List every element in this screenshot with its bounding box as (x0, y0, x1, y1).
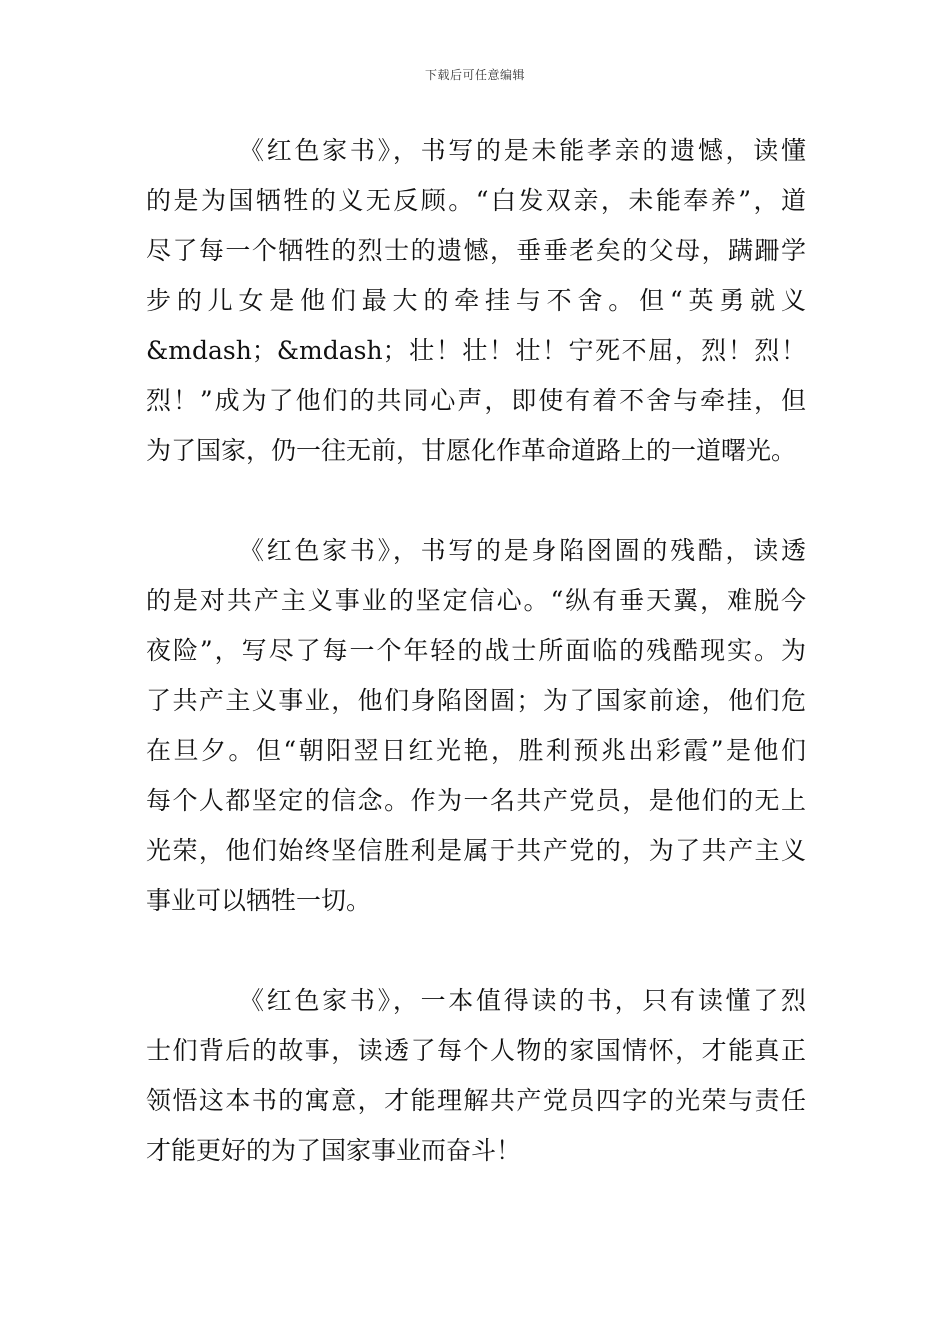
paragraph-line: 《红色家书》，书写的是未能孝亲的遗憾，读懂 (239, 136, 806, 165)
paragraph-line: 了共产主义事业，他们身陷囹圄；为了国家前途，他们危 (146, 686, 806, 715)
paragraph-line: 的是对共产主义事业的坚定信心。“纵有垂天翼，难脱今 (146, 586, 806, 615)
paragraph-line: 事业可以牺牲一切。 (146, 886, 372, 915)
paragraph-1 (146, 126, 806, 476)
paragraph-line: 烈！”成为了他们的共同心声，即使有着不舍与牵挂，但 (146, 386, 806, 415)
paragraph-line: 士们背后的故事，读透了每个人物的家国情怀，才能真正 (146, 1036, 806, 1065)
document-body (146, 126, 806, 1226)
paragraph-line: 步的儿女是他们最大的牵挂与不舍。但“英勇就义 (146, 286, 806, 315)
paragraph-2 (146, 526, 806, 926)
paragraph-line: 领悟这本书的寓意，才能理解共产党员四字的光荣与责任 (146, 1086, 806, 1115)
paragraph-line: &mdash；&mdash；壮！壮！壮！宁死不屈，烈！烈！ (146, 336, 806, 365)
paragraph-line: 尽了每一个牺牲的烈士的遗憾，垂垂老矣的父母，蹒跚学 (146, 236, 806, 265)
paragraph-line: 才能更好的为了国家事业而奋斗！ (146, 1136, 522, 1165)
paragraph-line: 《红色家书》，一本值得读的书，只有读懂了烈 (239, 986, 806, 1015)
paragraph-line: 夜险”，写尽了每一个年轻的战士所面临的残酷现实。为 (146, 636, 806, 665)
paragraph-line: 为了国家，仍一往无前，甘愿化作革命道路上的一道曙光。 (146, 436, 797, 465)
paragraph-line: 的是为国牺牲的义无反顾。“白发双亲，未能奉养”，道 (146, 186, 806, 215)
page-header-note: 下载后可任意编辑 (424, 68, 525, 82)
paragraph-line: 每个人都坚定的信念。作为一名共产党员，是他们的无上 (146, 786, 806, 815)
paragraph-line: 光荣，他们始终坚信胜利是属于共产党的，为了共产主义 (146, 836, 806, 865)
paragraph-3 (146, 976, 806, 1176)
paragraph-line: 《红色家书》，书写的是身陷囹圄的残酷，读透 (239, 536, 806, 565)
paragraph-line: 在旦夕。但“朝阳翌日红光艳，胜利预兆出彩霞”是他们 (146, 736, 806, 765)
